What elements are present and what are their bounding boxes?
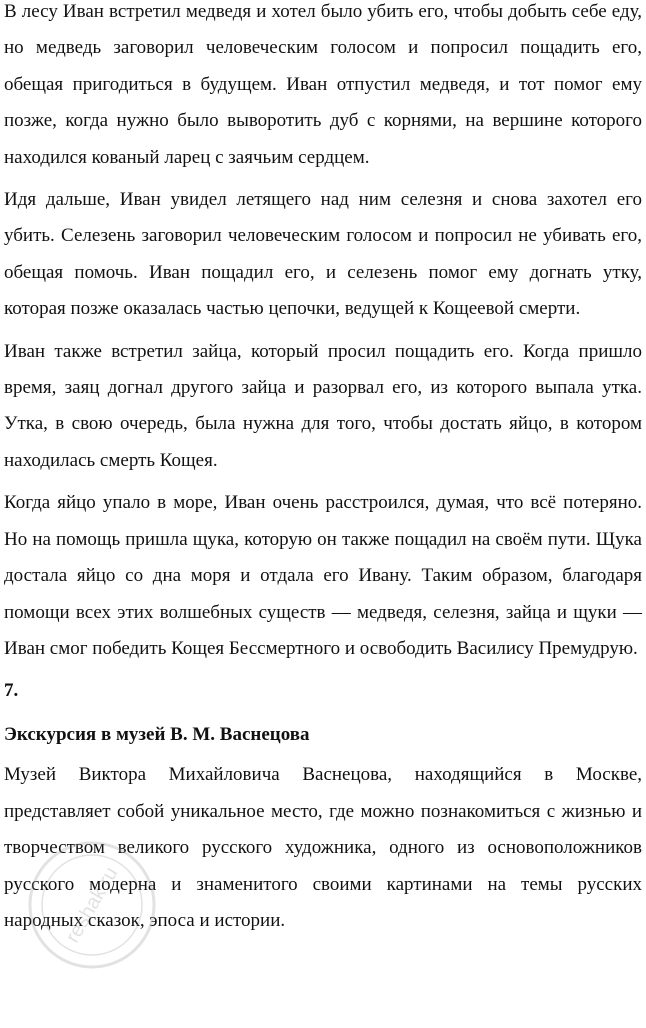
- section-number: 7.: [4, 680, 19, 702]
- watermark-text: reshak.ru: [61, 863, 123, 947]
- section-title: Экскурсия в музей В. М. Васнецова: [4, 724, 310, 746]
- paragraph-pike: Когда яйцо упало в море, Иван очень расстроился, думая, что всё потеряно. Но на помощь пришла щука, которую он также пощадил на своём пути. Щука достала яйцо со дна моря и отдала его Ивану. Таким образом, благодаря помощи всех этих волшебных существ — медведя, селезня, зайца и щуки — Иван смог победить Кощея Бессмертного и освободить Василису Премудрую.: [4, 492, 642, 659]
- paragraph-museum: Музей Виктора Михайловича Васнецова, находящийся в Москве, представляет собой уникальное место, где можно познакомиться с жизнью и творчеством великого русского художника, одного из основоположников русского модерна и знаменитого своими картинами на темы русских народных сказок, эпоса и истории.: [4, 764, 642, 931]
- paragraph-bear: В лесу Иван встретил медведя и хотел было убить его, чтобы добыть себе еду, но медведь заговорил человеческим голосом и попросил пощадить его, обещая пригодиться в будущем. Иван отпустил медведя, и тот помог ему позже, когда нужно было выворотить дуб с корнями, на вершине которого находился кованый ларец с заячьим сердцем.: [4, 1, 642, 168]
- paragraph-drake: Идя дальше, Иван увидел летящего над ним селезня и снова захотел его убить. Селезень заговорил человеческим голосом и попросил не убивать его, обещая помочь. Иван пощадил его, и селезень помог ему догнать утку, которая позже оказалась частью цепочки, ведущей к Кощеевой смерти.: [4, 189, 642, 320]
- paragraph-hare: Иван также встретил зайца, который просил пощадить его. Когда пришло время, заяц догнал другого зайца и разорвал его, из которого выпала утка. Утка, в свою очередь, была нужна для того, чтобы достать яйцо, в котором находилась смерть Кощея.: [4, 340, 642, 471]
